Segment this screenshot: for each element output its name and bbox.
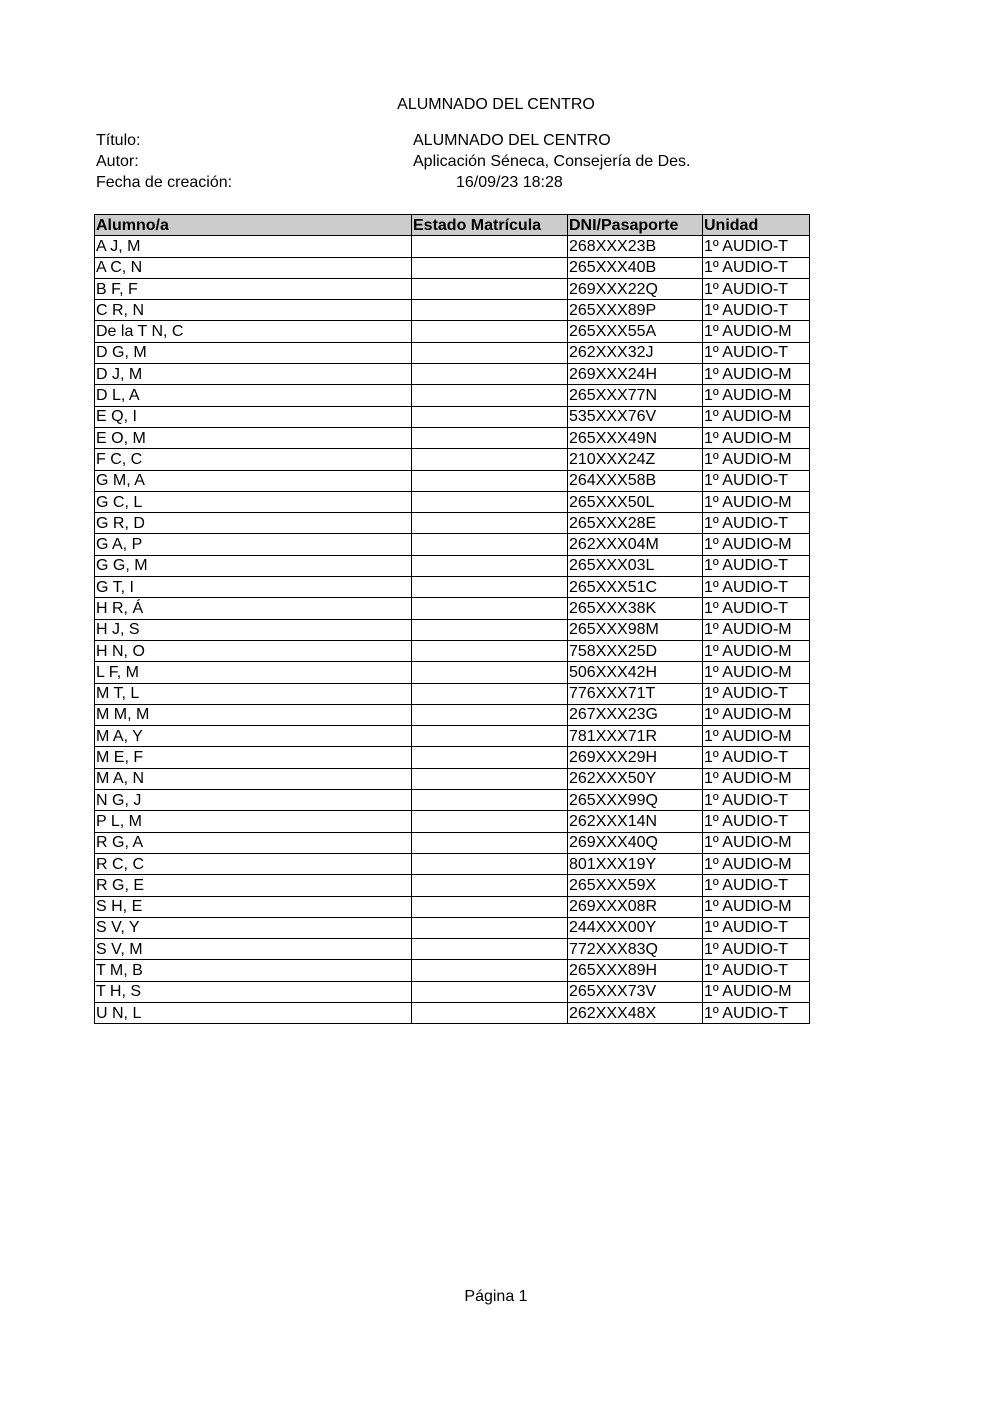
document-title: ALUMNADO DEL CENTRO xyxy=(397,96,595,113)
cell-estado-matricula xyxy=(412,555,568,576)
table-row xyxy=(95,427,810,448)
cell-estado-matricula xyxy=(412,875,568,896)
cell-unidad: 1º AUDIO-M xyxy=(703,364,810,385)
cell-estado-matricula xyxy=(412,427,568,448)
cell-alumno: B F, F xyxy=(95,278,412,299)
cell-dni-pasaporte: 801XXX19Y xyxy=(568,853,703,874)
cell-alumno: R C, C xyxy=(95,853,412,874)
cell-unidad: 1º AUDIO-T xyxy=(703,300,810,321)
cell-estado-matricula xyxy=(412,960,568,981)
cell-dni-pasaporte: 776XXX71T xyxy=(568,683,703,704)
cell-alumno: G R, D xyxy=(95,513,412,534)
cell-estado-matricula xyxy=(412,321,568,342)
cell-dni-pasaporte: 265XXX28E xyxy=(568,513,703,534)
cell-estado-matricula xyxy=(412,534,568,555)
cell-dni-pasaporte: 265XXX40B xyxy=(568,257,703,278)
cell-dni-pasaporte: 269XXX40Q xyxy=(568,832,703,853)
cell-alumno: P L, M xyxy=(95,811,412,832)
cell-dni-pasaporte: 264XXX58B xyxy=(568,470,703,491)
cell-alumno: E O, M xyxy=(95,427,412,448)
cell-unidad: 1º AUDIO-M xyxy=(703,427,810,448)
cell-estado-matricula xyxy=(412,385,568,406)
meta-row-fecha xyxy=(96,172,796,193)
cell-unidad: 1º AUDIO-T xyxy=(703,683,810,704)
cell-dni-pasaporte: 265XXX50L xyxy=(568,491,703,512)
table-row xyxy=(95,853,810,874)
cell-dni-pasaporte: 265XXX99Q xyxy=(568,790,703,811)
cell-unidad: 1º AUDIO-M xyxy=(703,406,810,427)
cell-alumno: R G, A xyxy=(95,832,412,853)
header-unidad: Unidad xyxy=(703,215,810,236)
cell-dni-pasaporte: 535XXX76V xyxy=(568,406,703,427)
cell-unidad: 1º AUDIO-M xyxy=(703,853,810,874)
cell-estado-matricula xyxy=(412,790,568,811)
table-row xyxy=(95,726,810,747)
cell-unidad: 1º AUDIO-M xyxy=(703,832,810,853)
page-number: Página 1 xyxy=(464,1288,528,1305)
cell-unidad: 1º AUDIO-T xyxy=(703,917,810,938)
cell-alumno: G M, A xyxy=(95,470,412,491)
cell-dni-pasaporte: 265XXX98M xyxy=(568,619,703,640)
table-row xyxy=(95,555,810,576)
table-row xyxy=(95,640,810,661)
table-row xyxy=(95,513,810,534)
header-dni-pasaporte: DNI/Pasaporte xyxy=(568,215,703,236)
cell-unidad: 1º AUDIO-M xyxy=(703,619,810,640)
cell-alumno: D J, M xyxy=(95,364,412,385)
table-row xyxy=(95,619,810,640)
table-row xyxy=(95,491,810,512)
table-row xyxy=(95,1002,810,1023)
cell-dni-pasaporte: 265XXX55A xyxy=(568,321,703,342)
cell-alumno: De la T N, C xyxy=(95,321,412,342)
table-row xyxy=(95,406,810,427)
cell-unidad: 1º AUDIO-M xyxy=(703,896,810,917)
table-row xyxy=(95,747,810,768)
table-row xyxy=(95,704,810,725)
table-row xyxy=(95,342,810,363)
cell-dni-pasaporte: 506XXX42H xyxy=(568,662,703,683)
cell-unidad: 1º AUDIO-M xyxy=(703,640,810,661)
cell-estado-matricula xyxy=(412,768,568,789)
cell-unidad: 1º AUDIO-T xyxy=(703,960,810,981)
cell-unidad: 1º AUDIO-M xyxy=(703,662,810,683)
cell-estado-matricula xyxy=(412,449,568,470)
cell-alumno: H J, S xyxy=(95,619,412,640)
cell-dni-pasaporte: 262XXX48X xyxy=(568,1002,703,1023)
cell-dni-pasaporte: 269XXX29H xyxy=(568,747,703,768)
cell-unidad: 1º AUDIO-T xyxy=(703,939,810,960)
cell-alumno: T M, B xyxy=(95,960,412,981)
cell-estado-matricula xyxy=(412,981,568,1002)
cell-alumno: E Q, I xyxy=(95,406,412,427)
table-row xyxy=(95,577,810,598)
cell-alumno: M A, Y xyxy=(95,726,412,747)
cell-dni-pasaporte: 262XXX14N xyxy=(568,811,703,832)
table-row xyxy=(95,768,810,789)
cell-alumno: T H, S xyxy=(95,981,412,1002)
table-row xyxy=(95,534,810,555)
table-row xyxy=(95,300,810,321)
table-row xyxy=(95,811,810,832)
cell-unidad: 1º AUDIO-T xyxy=(703,577,810,598)
cell-unidad: 1º AUDIO-T xyxy=(703,555,810,576)
header-estado-matricula: Estado Matrícula xyxy=(412,215,568,236)
cell-estado-matricula xyxy=(412,236,568,257)
cell-estado-matricula xyxy=(412,257,568,278)
cell-unidad: 1º AUDIO-T xyxy=(703,598,810,619)
meta-label-fecha: Fecha de creación: xyxy=(96,174,233,191)
cell-unidad: 1º AUDIO-T xyxy=(703,470,810,491)
cell-estado-matricula xyxy=(412,832,568,853)
cell-alumno: A C, N xyxy=(95,257,412,278)
cell-dni-pasaporte: 268XXX23B xyxy=(568,236,703,257)
cell-estado-matricula xyxy=(412,726,568,747)
cell-dni-pasaporte: 244XXX00Y xyxy=(568,917,703,938)
cell-dni-pasaporte: 265XXX89P xyxy=(568,300,703,321)
cell-dni-pasaporte: 269XXX24H xyxy=(568,364,703,385)
cell-unidad: 1º AUDIO-T xyxy=(703,342,810,363)
cell-estado-matricula xyxy=(412,619,568,640)
cell-unidad: 1º AUDIO-M xyxy=(703,534,810,555)
cell-unidad: 1º AUDIO-M xyxy=(703,768,810,789)
cell-alumno: N G, J xyxy=(95,790,412,811)
cell-dni-pasaporte: 262XXX04M xyxy=(568,534,703,555)
cell-unidad: 1º AUDIO-T xyxy=(703,278,810,299)
cell-dni-pasaporte: 758XXX25D xyxy=(568,640,703,661)
cell-estado-matricula xyxy=(412,278,568,299)
cell-estado-matricula xyxy=(412,364,568,385)
cell-dni-pasaporte: 269XXX08R xyxy=(568,896,703,917)
cell-unidad: 1º AUDIO-T xyxy=(703,811,810,832)
cell-unidad: 1º AUDIO-M xyxy=(703,704,810,725)
cell-unidad: 1º AUDIO-T xyxy=(703,513,810,534)
cell-unidad: 1º AUDIO-T xyxy=(703,236,810,257)
table-row xyxy=(95,385,810,406)
cell-unidad: 1º AUDIO-T xyxy=(703,1002,810,1023)
meta-row-titulo xyxy=(96,130,796,151)
table-row xyxy=(95,257,810,278)
cell-estado-matricula xyxy=(412,683,568,704)
cell-dni-pasaporte: 265XXX51C xyxy=(568,577,703,598)
meta-row-autor xyxy=(96,151,796,172)
cell-alumno: F C, C xyxy=(95,449,412,470)
cell-alumno: G G, M xyxy=(95,555,412,576)
cell-alumno: H N, O xyxy=(95,640,412,661)
cell-alumno: M T, L xyxy=(95,683,412,704)
cell-estado-matricula xyxy=(412,939,568,960)
students-table xyxy=(94,214,810,1024)
table-row xyxy=(95,236,810,257)
cell-alumno: S V, M xyxy=(95,939,412,960)
cell-estado-matricula xyxy=(412,917,568,938)
cell-unidad: 1º AUDIO-M xyxy=(703,726,810,747)
cell-unidad: 1º AUDIO-M xyxy=(703,491,810,512)
cell-estado-matricula xyxy=(412,1002,568,1023)
table-row xyxy=(95,917,810,938)
cell-dni-pasaporte: 210XXX24Z xyxy=(568,449,703,470)
cell-estado-matricula xyxy=(412,896,568,917)
cell-dni-pasaporte: 772XXX83Q xyxy=(568,939,703,960)
cell-alumno: D G, M xyxy=(95,342,412,363)
table-row xyxy=(95,683,810,704)
cell-alumno: D L, A xyxy=(95,385,412,406)
meta-label-titulo: Título: xyxy=(96,132,141,149)
table-row xyxy=(95,960,810,981)
cell-alumno: U N, L xyxy=(95,1002,412,1023)
cell-estado-matricula xyxy=(412,342,568,363)
meta-value-autor: Aplicación Séneca, Consejería de Des. xyxy=(413,153,691,170)
cell-alumno: S H, E xyxy=(95,896,412,917)
table-row xyxy=(95,896,810,917)
cell-unidad: 1º AUDIO-T xyxy=(703,875,810,896)
table-row xyxy=(95,875,810,896)
cell-dni-pasaporte: 265XXX03L xyxy=(568,555,703,576)
table-row xyxy=(95,364,810,385)
metadata-block xyxy=(96,130,796,193)
cell-unidad: 1º AUDIO-M xyxy=(703,449,810,470)
cell-estado-matricula xyxy=(412,577,568,598)
header-alumno: Alumno/a xyxy=(95,215,412,236)
cell-dni-pasaporte: 265XXX38K xyxy=(568,598,703,619)
cell-dni-pasaporte: 265XXX49N xyxy=(568,427,703,448)
table-row xyxy=(95,449,810,470)
cell-unidad: 1º AUDIO-M xyxy=(703,321,810,342)
meta-value-titulo: ALUMNADO DEL CENTRO xyxy=(413,132,611,149)
table-body xyxy=(95,236,810,1024)
table-row xyxy=(95,981,810,1002)
cell-dni-pasaporte: 265XXX73V xyxy=(568,981,703,1002)
table-row xyxy=(95,278,810,299)
cell-dni-pasaporte: 262XXX50Y xyxy=(568,768,703,789)
table-row xyxy=(95,321,810,342)
cell-estado-matricula xyxy=(412,491,568,512)
cell-dni-pasaporte: 267XXX23G xyxy=(568,704,703,725)
cell-unidad: 1º AUDIO-T xyxy=(703,790,810,811)
cell-alumno: M A, N xyxy=(95,768,412,789)
table-row xyxy=(95,662,810,683)
meta-value-fecha: 16/09/23 18:28 xyxy=(456,174,563,191)
meta-label-autor: Autor: xyxy=(96,153,139,170)
cell-estado-matricula xyxy=(412,513,568,534)
cell-alumno: C R, N xyxy=(95,300,412,321)
cell-dni-pasaporte: 265XXX89H xyxy=(568,960,703,981)
cell-alumno: G T, I xyxy=(95,577,412,598)
cell-estado-matricula xyxy=(412,853,568,874)
cell-estado-matricula xyxy=(412,470,568,491)
cell-alumno: M M, M xyxy=(95,704,412,725)
cell-estado-matricula xyxy=(412,300,568,321)
cell-unidad: 1º AUDIO-T xyxy=(703,257,810,278)
cell-alumno: A J, M xyxy=(95,236,412,257)
cell-estado-matricula xyxy=(412,406,568,427)
table-row xyxy=(95,832,810,853)
cell-estado-matricula xyxy=(412,747,568,768)
cell-estado-matricula xyxy=(412,640,568,661)
table-row xyxy=(95,939,810,960)
cell-alumno: G A, P xyxy=(95,534,412,555)
cell-estado-matricula xyxy=(412,662,568,683)
cell-estado-matricula xyxy=(412,598,568,619)
table-row xyxy=(95,790,810,811)
cell-dni-pasaporte: 265XXX77N xyxy=(568,385,703,406)
cell-dni-pasaporte: 262XXX32J xyxy=(568,342,703,363)
cell-unidad: 1º AUDIO-M xyxy=(703,981,810,1002)
cell-dni-pasaporte: 781XXX71R xyxy=(568,726,703,747)
cell-dni-pasaporte: 265XXX59X xyxy=(568,875,703,896)
cell-dni-pasaporte: 269XXX22Q xyxy=(568,278,703,299)
cell-alumno: R G, E xyxy=(95,875,412,896)
table-header-row xyxy=(95,215,810,236)
table-row xyxy=(95,598,810,619)
cell-alumno: H R, Á xyxy=(95,598,412,619)
cell-unidad: 1º AUDIO-T xyxy=(703,747,810,768)
cell-alumno: M E, F xyxy=(95,747,412,768)
table-row xyxy=(95,470,810,491)
cell-estado-matricula xyxy=(412,811,568,832)
cell-alumno: G C, L xyxy=(95,491,412,512)
cell-unidad: 1º AUDIO-M xyxy=(703,385,810,406)
cell-alumno: L F, M xyxy=(95,662,412,683)
cell-alumno: S V, Y xyxy=(95,917,412,938)
cell-estado-matricula xyxy=(412,704,568,725)
